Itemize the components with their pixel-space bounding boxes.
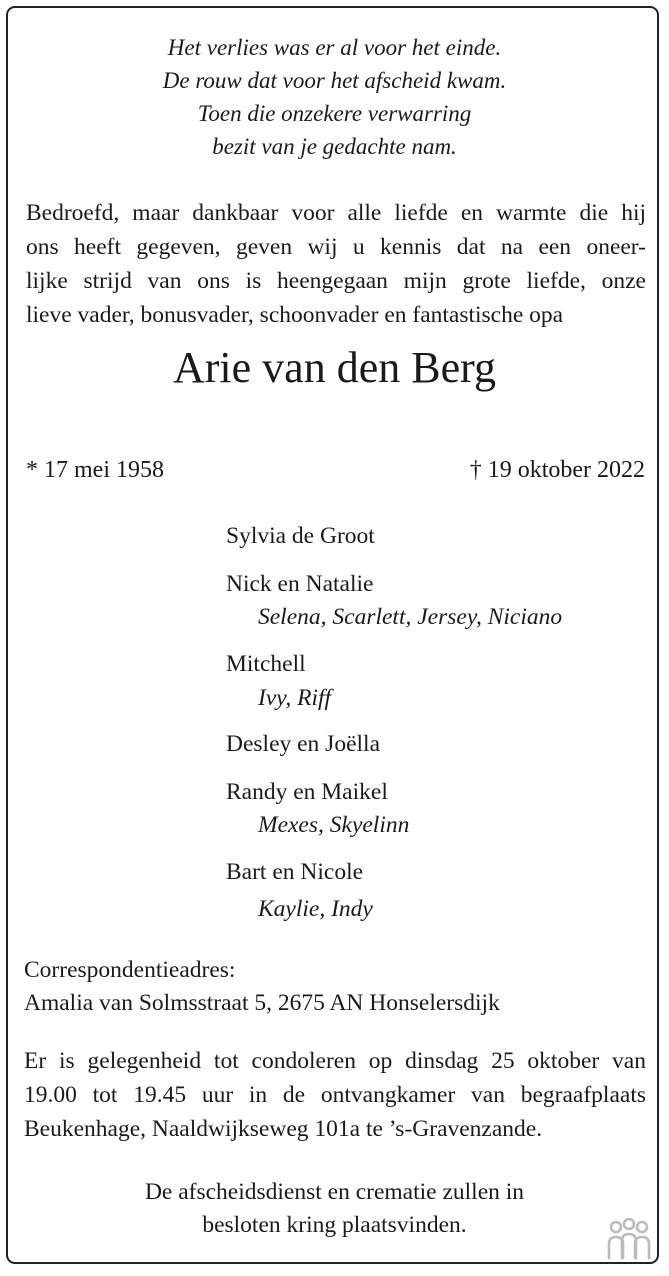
poem-line: De rouw dat voor het afscheid kwam. [162,68,507,93]
poem [0,31,669,163]
intro-line: lieve vader, bonusvader, schoonvader en fantastische opa [26,302,564,328]
closing-text [0,1176,669,1242]
grandchildren: Mexes, Skyelinn [258,812,410,838]
condolence-line: 19.00 tot 19.45 uur in de ontvangkamer van begraafplaats [24,1082,646,1108]
correspondence-address: Amalia van Solmsstraat 5, 2675 AN Honselersdijk [24,990,500,1016]
closing-line: besloten kring plaatsvinden. [202,1212,467,1238]
intro-line: Bedroefd, maar dankbaar voor alle liefde en warmte die hij [26,200,646,226]
poem-line: Het verlies was er al voor het einde. [167,35,502,60]
poem-line: bezit van je gedachte nam. [212,134,457,159]
condolence-line: Er is gelegenheid tot condoleren op dinsdag 25 oktober van [24,1048,646,1074]
grandchildren: Kaylie, Indy [258,896,373,922]
condolence-paragraph [24,1044,646,1146]
birth-date: * 17 mei 1958 [26,457,164,483]
family-entry: Desley en Joëlla [226,731,381,757]
intro-paragraph [26,196,646,332]
grandchildren: Ivy, Riff [258,685,332,711]
death-date: † 19 oktober 2022 [469,457,645,483]
grandchildren: Selena, Scarlett, Jersey, Niciano [258,604,563,630]
family-entry: Nick en Natalie [226,571,374,597]
intro-line: lijke strijd van ons is heengegaan mijn grote liefde, onze [26,268,646,294]
family-entry: Mitchell [226,651,306,677]
intro-line: ons heeft gegeven, geven wij u kennis dat na een oneer- [26,234,646,260]
family-entry: Sylvia de Groot [226,523,375,549]
family-people-icon [604,1218,654,1264]
deceased-name: Arie van den Berg [173,343,496,392]
family-entry: Bart en Nicole [226,859,364,885]
correspondence-label: Correspondentieadres: [24,957,236,983]
poem-line: Toen die onzekere verwarring [197,101,472,126]
closing-line: De afscheidsdienst en crematie zullen in [144,1179,525,1205]
family-entry: Randy en Maikel [226,779,388,805]
condolence-line: Beukenhage, Naaldwijkseweg 101a te ’s-Gravenzande. [24,1116,543,1142]
